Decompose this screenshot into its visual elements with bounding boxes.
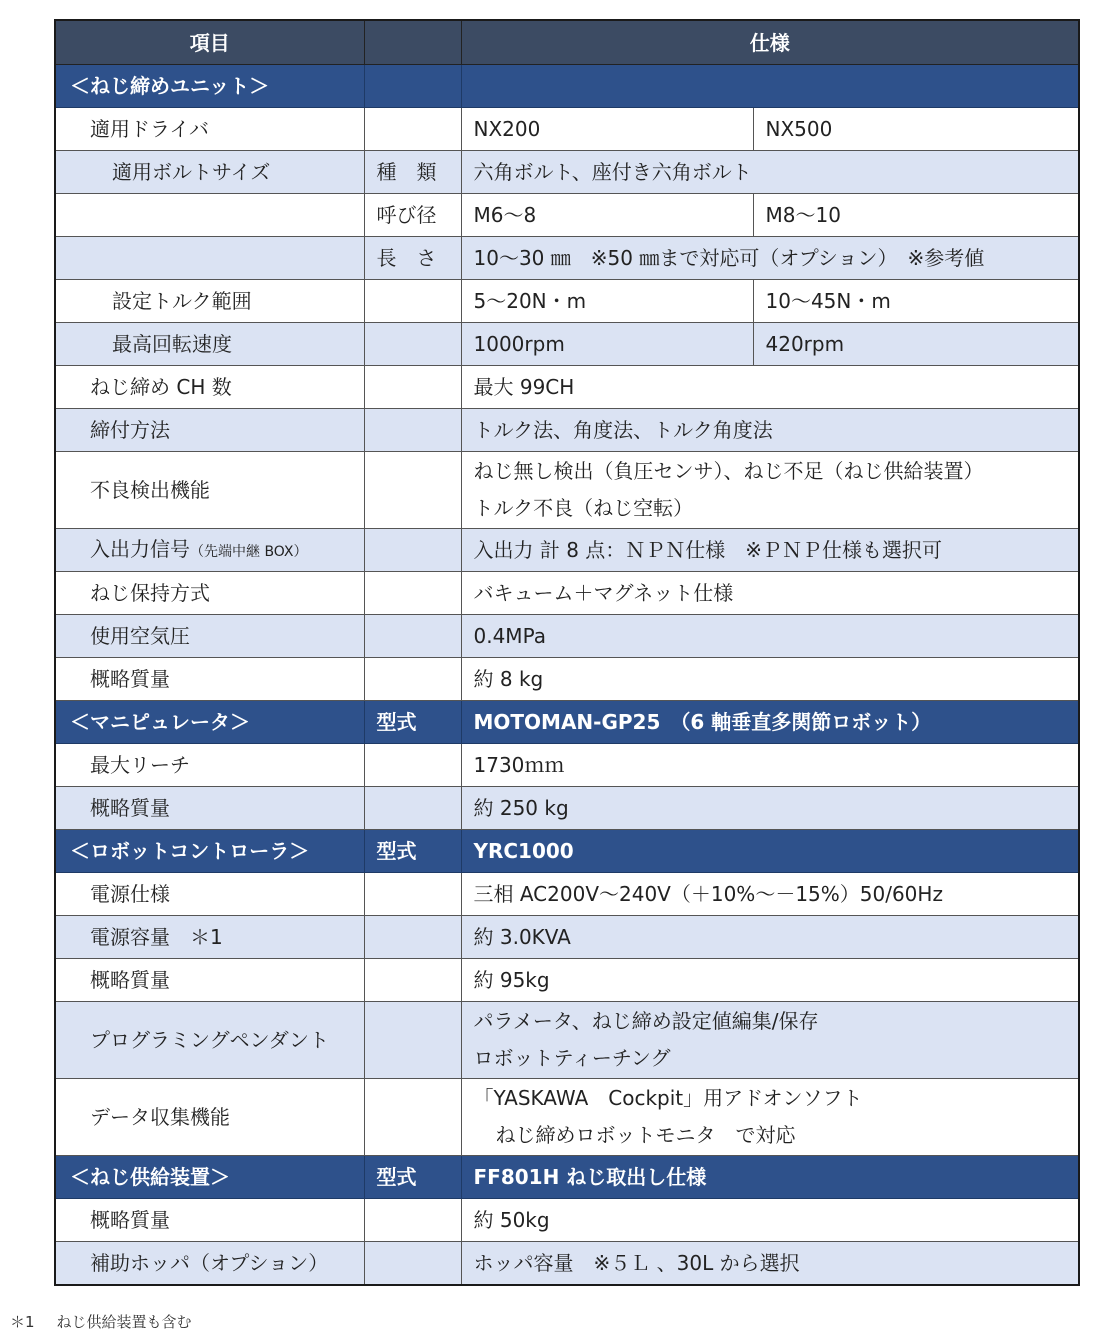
table-row [55,366,1079,409]
row-value-multiline [461,452,1079,529]
row-label [55,237,364,280]
row-value: 0.4MPa [461,615,1079,658]
row-label: 概略質量 [55,787,364,830]
row-sublabel: 呼び径 [364,194,461,237]
section-row-controller [55,830,1079,873]
row-value: 三相 AC200V〜240V（＋10%〜－15%）50/60Hz [461,873,1079,916]
row-value: 約 95kg [461,959,1079,1002]
row-label [55,194,364,237]
row-sublabel [364,787,461,830]
section-model-label [364,65,461,108]
table-row [55,658,1079,701]
row-sublabel [364,529,461,572]
table-row [55,452,1079,529]
row-value: 約 3.0KVA [461,916,1079,959]
row-value-a: 1000rpm [461,323,753,366]
row-value-line-1: ねじ無し検出（負圧センサ）、ねじ不足（ねじ供給装置） [473,459,984,483]
table-row [55,280,1079,323]
section-model-value [461,65,1079,108]
row-value-line-1: パラメータ、ねじ締め設定値編集/保存 [473,1009,819,1033]
row-sublabel [364,744,461,787]
section-model-value: FF801H ねじ取出し仕様 [461,1156,1079,1199]
row-sublabel [364,280,461,323]
row-value: トルク法、角度法、トルク角度法 [461,409,1079,452]
row-value-b: 10〜45N・m [753,280,1079,323]
row-label: 電源容量 ＊1 [55,916,364,959]
row-label: 設定トルク範囲 [55,280,364,323]
row-sublabel [364,959,461,1002]
row-value-line-1: 「YASKAWA Cockpit」用アドオンソフト [473,1086,863,1110]
row-value-b: M8〜10 [753,194,1079,237]
row-label [55,529,364,572]
row-label-main: 入出力信号 [90,536,190,561]
section-row-feeder [55,1156,1079,1199]
row-value: バキューム＋マグネット仕様 [461,572,1079,615]
footnote [10,1311,214,1332]
row-label: 概略質量 [55,658,364,701]
table-row [55,615,1079,658]
row-value-line-2: ロボットティーチング [473,1046,671,1070]
table-row [55,787,1079,830]
section-model-label: 型式 [364,830,461,873]
row-sublabel [364,108,461,151]
section-model-value: MOTOMAN-GP25 （6 軸垂直多関節ロボット） [461,701,1079,744]
row-value: ホッパ容量 ※５Ｌ 、30L から選択 [461,1242,1079,1286]
table-row [55,1002,1079,1079]
footnote-text: ねじ供給装置も含む [56,1313,192,1331]
row-label: 使用空気圧 [55,615,364,658]
table-row [55,108,1079,151]
section-title: ＜マニピュレータ＞ [55,701,364,744]
row-value: 最大 99CH [461,366,1079,409]
row-value: 約 50kg [461,1199,1079,1242]
section-model-label: 型式 [364,701,461,744]
row-label: ねじ締め CH 数 [55,366,364,409]
footnote-mark: ＊1 [10,1313,35,1331]
row-value: 六角ボルト、座付き六角ボルト [461,151,1079,194]
row-sublabel [364,1242,461,1286]
table-row [55,873,1079,916]
section-title: ＜ねじ供給装置＞ [55,1156,364,1199]
row-label: 電源仕様 [55,873,364,916]
table-row [55,409,1079,452]
row-value-line-2: トルク不良（ねじ空転） [473,496,694,520]
table-row [55,572,1079,615]
row-value: 約 8 kg [461,658,1079,701]
row-value-b: 420rpm [753,323,1079,366]
row-sublabel [364,409,461,452]
row-sublabel [364,916,461,959]
row-sublabel [364,572,461,615]
row-label-note: （先端中継 BOX） [190,543,308,560]
table-row [55,323,1079,366]
section-title: ＜ロボットコントローラ＞ [55,830,364,873]
row-sublabel: 長 さ [364,237,461,280]
row-label: 適用ドライバ [55,108,364,151]
row-label: 概略質量 [55,1199,364,1242]
table-row [55,529,1079,572]
row-label: プログラミングペンダント [55,1002,364,1079]
table-header-row [55,20,1079,65]
table-row [55,1242,1079,1286]
row-label: 不良検出機能 [55,452,364,529]
row-sublabel [364,452,461,529]
row-label: 締付方法 [55,409,364,452]
row-value: 10〜30 ㎜ ※50 ㎜まで対応可（オプション） ※参考値 [461,237,1079,280]
table-row [55,744,1079,787]
table-row [55,237,1079,280]
row-value-line-2: ねじ締めロボットモニタ で対応 [495,1123,796,1147]
row-value: 1730ｍｍ [461,744,1079,787]
table-row [55,151,1079,194]
row-label: 適用ボルトサイズ [55,151,364,194]
row-label: 最大リーチ [55,744,364,787]
table-row [55,194,1079,237]
row-label: 補助ホッパ（オプション） [55,1242,364,1286]
row-value-a: 5〜20N・m [461,280,753,323]
header-item: 項目 [55,20,364,65]
section-model-label: 型式 [364,1156,461,1199]
row-sublabel [364,615,461,658]
row-label: 概略質量 [55,959,364,1002]
row-value-a: M6〜8 [461,194,753,237]
section-row-manipulator [55,701,1079,744]
row-label: 最高回転速度 [55,323,364,366]
row-value: 入出力 計 8 点：ＮＰＮ仕様 ※ＰＮＰ仕様も選択可 [461,529,1079,572]
row-label: ねじ保持方式 [55,572,364,615]
row-sublabel [364,1002,461,1079]
section-row-screw-unit [55,65,1079,108]
row-label: データ収集機能 [55,1079,364,1156]
row-sublabel [364,1079,461,1156]
row-sublabel [364,323,461,366]
section-title: ＜ねじ締めユニット＞ [55,65,364,108]
row-sublabel [364,658,461,701]
section-model-value: YRC1000 [461,830,1079,873]
row-sublabel [364,1199,461,1242]
table-row [55,916,1079,959]
header-spec: 仕様 [461,20,1079,65]
row-value: 約 250 kg [461,787,1079,830]
row-value-b: NX500 [753,108,1079,151]
table-row [55,959,1079,1002]
row-sublabel [364,873,461,916]
row-value-a: NX200 [461,108,753,151]
table-row [55,1199,1079,1242]
header-blank [364,20,461,65]
table-row [55,1079,1079,1156]
row-sublabel [364,366,461,409]
row-value-multiline [461,1079,1079,1156]
row-value-multiline [461,1002,1079,1079]
spec-table [54,19,1080,1286]
row-sublabel: 種 類 [364,151,461,194]
